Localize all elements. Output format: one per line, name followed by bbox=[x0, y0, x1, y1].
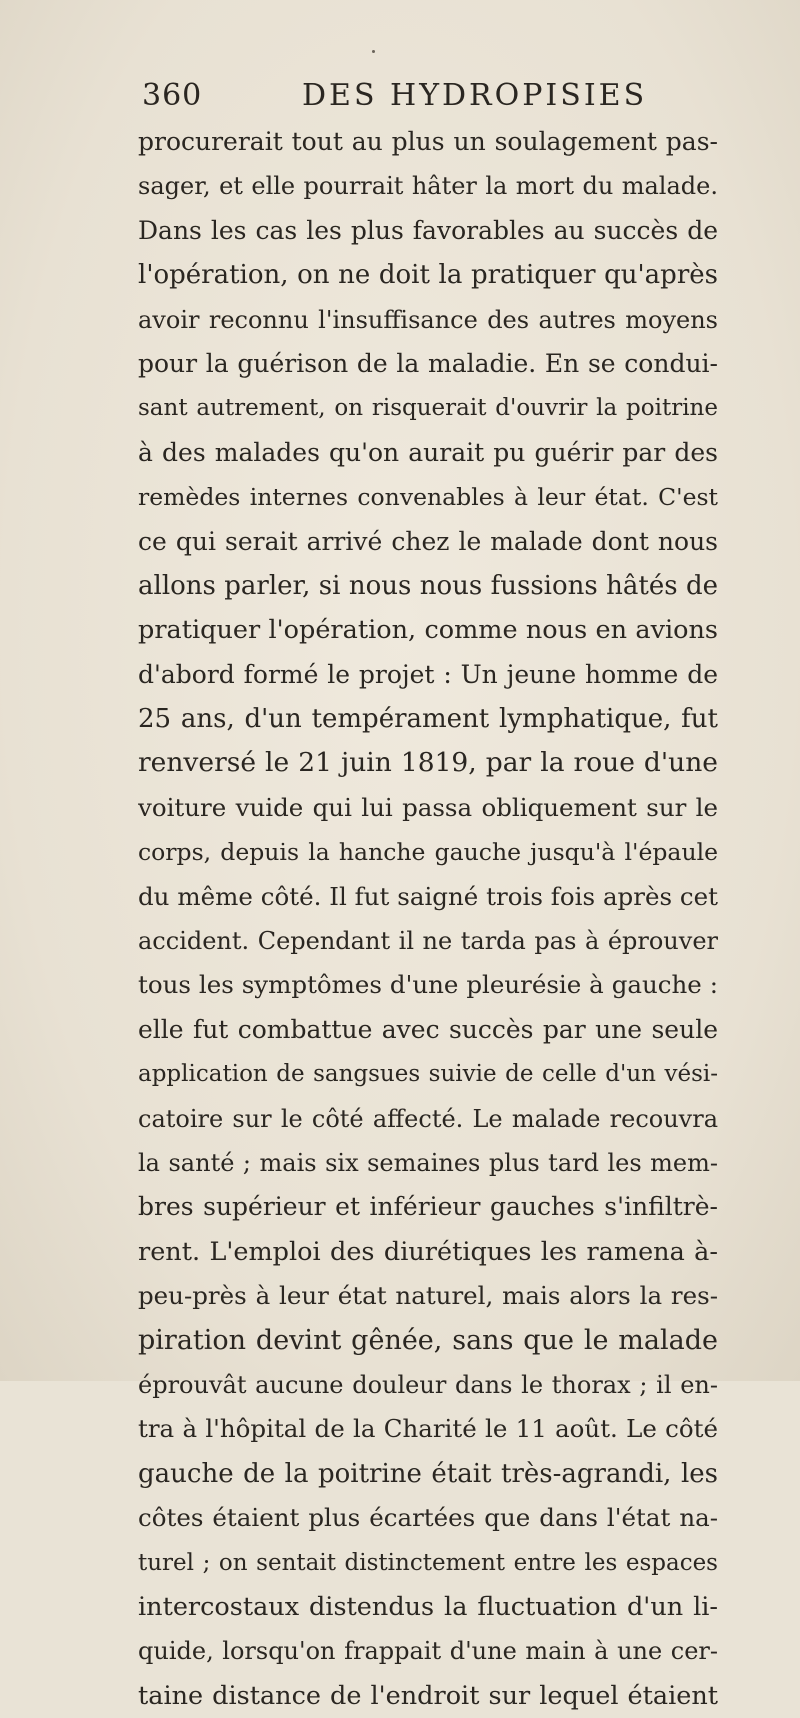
text-line: la santé ; mais six semaines plus tard les mem- bbox=[138, 1148, 718, 1177]
text-line: pour la guérison de la maladie. En se condui- bbox=[138, 348, 718, 378]
text-line: 25 ans, d'un tempérament lymphatique, fut bbox=[138, 704, 718, 735]
text-line: côtes étaient plus écartées que dans l'état na- bbox=[138, 1503, 718, 1533]
text-line: piration devint gênée, sans que le malade bbox=[138, 1324, 718, 1356]
text-line: voiture vuide qui lui passa obliquement sur le bbox=[138, 792, 718, 822]
text-line: pratiquer l'opération, comme nous en avions bbox=[138, 615, 718, 646]
text-line: d'abord formé le projet : Un jeune homme de bbox=[138, 659, 718, 689]
text-line: l'opération, on ne doit la pratiquer qu'après bbox=[138, 260, 718, 291]
text-line: du même côté. Il fut saigné trois fois après cet bbox=[138, 881, 718, 911]
text-line: allons parler, si nous nous fussions hâtés de bbox=[138, 570, 718, 601]
text-line: procurerait tout au plus un soulagement pas- bbox=[138, 127, 718, 156]
page-number: 360 bbox=[142, 78, 203, 113]
text-line: accident. Cependant il ne tarda pas à éprouver bbox=[138, 927, 718, 956]
text-line: quide, lorsqu'on frappait d'une main à une cer- bbox=[138, 1637, 718, 1666]
text-line: peu-près à leur état naturel, mais alors la res- bbox=[138, 1281, 718, 1311]
text-line: rent. L'emploi des diurétiques les ramena à- bbox=[138, 1236, 718, 1267]
text-line: intercostaux distendus la fluctuation d'un li- bbox=[138, 1591, 718, 1622]
text-line: tra à l'hôpital de la Charité le 11 août. Le côté bbox=[138, 1414, 718, 1444]
page-header bbox=[142, 78, 702, 118]
text-line: à des malades qu'on aurait pu guérir par des bbox=[138, 437, 718, 467]
text-line: sant autrement, on risquerait d'ouvrir la poitrine bbox=[138, 395, 718, 422]
text-line: Dans les cas les plus favorables au succès de bbox=[138, 215, 718, 245]
running-title: DES HYDROPISIES bbox=[302, 78, 648, 113]
text-line: tous les symptômes d'une pleurésie à gauche : bbox=[138, 970, 718, 1000]
text-line: catoire sur le côté affecté. Le malade recouvra bbox=[138, 1104, 718, 1133]
text-line: éprouvât aucune douleur dans le thorax ; il en- bbox=[138, 1370, 718, 1399]
text-line: turel ; on sentait distinctement entre les espaces bbox=[138, 1549, 718, 1576]
text-line: ce qui serait arrivé chez le malade dont nous bbox=[138, 526, 718, 556]
text-line: taine distance de l'endroit sur lequel étaient bbox=[138, 1680, 718, 1711]
text-line: remèdes internes convenables à leur état. C'est bbox=[138, 483, 718, 512]
text-line: sager, et elle pourrait hâter la mort du malade. bbox=[138, 172, 718, 201]
text-line: corps, depuis la hanche gauche jusqu'à l'épaule bbox=[138, 838, 718, 867]
ink-speck bbox=[372, 50, 375, 53]
body-text bbox=[138, 120, 718, 1718]
text-line: avoir reconnu l'insuffisance des autres moyens bbox=[138, 305, 718, 334]
text-line: gauche de la poitrine était très-agrandi, les bbox=[138, 1458, 718, 1489]
text-line: renversé le 21 juin 1819, par la roue d'une bbox=[138, 747, 718, 779]
text-line: application de sangsues suivie de celle d'un vési- bbox=[138, 1061, 718, 1088]
text-line: elle fut combattue avec succès par une seule bbox=[138, 1014, 718, 1044]
text-line: bres supérieur et inférieur gauches s'infiltrè- bbox=[138, 1192, 718, 1222]
